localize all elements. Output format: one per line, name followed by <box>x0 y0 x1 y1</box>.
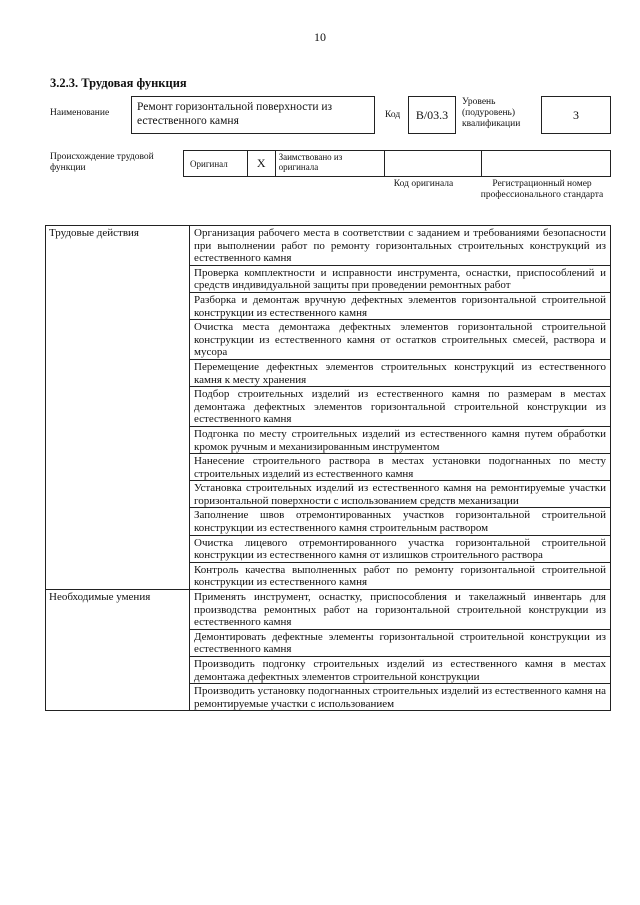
labor-action-text: Перемещение дефектных элементов строительных конструкций из естественного камня к месту хранения <box>190 359 611 386</box>
reg-number-label: Регистрационный номер профессионального стандарта <box>480 179 604 200</box>
required-skill-row <box>46 590 611 630</box>
required-skill-text: Демонтировать дефектные элементы горизонтальной строительной конструкции из естественного камня <box>190 629 611 656</box>
reg-number-cell <box>482 151 610 176</box>
labor-action-text: Очистка лицевого отремонтированного участка горизонтальной строительной конструкции из естественного камня от излишков строительного раствора <box>190 535 611 562</box>
labor-action-text: Контроль качества выполненных работ по ремонту горизонтальной строительной конструкции из естественного камня <box>190 562 611 589</box>
required-skill-category: Необходимые умения <box>46 590 190 711</box>
origin-label: Происхождение трудовой функции <box>50 152 154 173</box>
labor-action-text: Проверка комплектности и исправности инструмента, оснастки, приспособлений и средств индивидуальной защиты при проведении ремонтных работ <box>190 265 611 292</box>
code-label: Код <box>385 110 401 120</box>
required-skill-text: Применять инструмент, оснастку, приспособления и такелажный инвентарь для производства ремонтных работ на горизонтальной строительной конструкции из естественного камня <box>190 590 611 630</box>
name-label: Наименование <box>50 108 110 118</box>
labor-action-text: Очистка места демонтажа дефектных элементов горизонтальной строительной конструкции из естественного камня от остатков строительных смесей, раствора и мусора <box>190 320 611 360</box>
labor-action-text: Организация рабочего места в соответствии с заданием и требованиями безопасности при выполнении работ по ремонту горизонтальных строительных конструкций из естественного камня <box>190 226 611 266</box>
qualification-level-field: 3 <box>541 96 611 134</box>
code-original-label: Код оригинала <box>393 179 454 189</box>
function-name-field: Ремонт горизонтальной поверхности из естественного камня <box>131 96 375 134</box>
level-label: Уровень (подуровень) квалификации <box>462 97 521 129</box>
labor-action-text: Нанесение строительного раствора в местах установки подогнанных по месту строительных изделий из естественного камня <box>190 454 611 481</box>
section-title: 3.2.3. Трудовая функция <box>50 76 187 90</box>
labor-action-text: Подгонка по месту строительных изделий из естественного камня путем обработки кромок ручным и механизированным инструментом <box>190 426 611 453</box>
labor-action-text: Разборка и демонтаж вручную дефектных элементов горизонтальной строительной конструкции из естественного камня <box>190 292 611 319</box>
function-code-field: B/03.3 <box>408 96 456 134</box>
original-label: Оригинал <box>184 151 248 176</box>
borrowed-label: Заимствовано из оригинала <box>276 151 385 176</box>
labor-action-text: Подбор строительных изделий из естественного камня по размерам в местах демонтажа дефектных элементов горизонтальной строительной конструкции из естественного камня <box>190 387 611 427</box>
origin-row <box>183 150 611 177</box>
required-skill-text: Производить установку подогнанных строительных изделий из естественного камня на ремонтируемые участки с использованием <box>190 684 611 711</box>
page-number: 10 <box>314 30 326 44</box>
original-mark: X <box>248 151 276 176</box>
labor-action-category: Трудовые действия <box>46 226 190 590</box>
labor-action-text: Заполнение швов отремонтированных участков горизонтальной строительной конструкции из естественного камня строительным раствором <box>190 508 611 535</box>
code-original-cell <box>385 151 482 176</box>
labor-action-row <box>46 226 611 266</box>
labor-action-text: Установка строительных изделий из естественного камня на ремонтируемые участки горизонтальной поверхности с использованием средств механизации <box>190 481 611 508</box>
function-table <box>45 225 611 711</box>
required-skill-text: Производить подгонку строительных изделий из естественного камня в местах демонтажа дефектных элементов строительной конструкции <box>190 657 611 684</box>
